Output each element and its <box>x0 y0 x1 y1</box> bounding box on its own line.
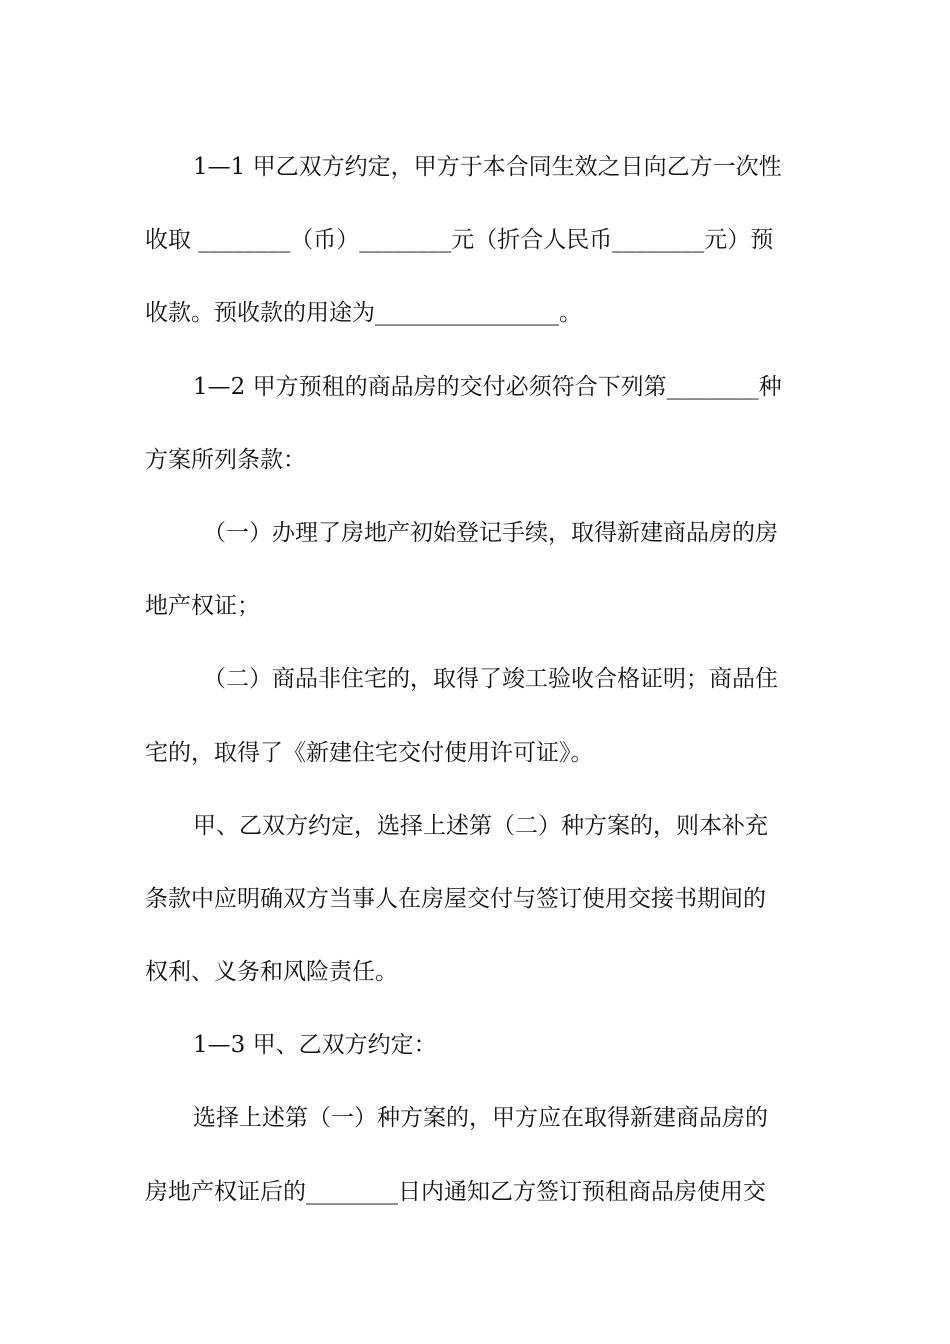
option-1-line-2: 地产权证； <box>145 593 260 620</box>
option-2-line-2: 宅的，取得了《新建住宅交付使用许可证》。 <box>145 739 594 766</box>
clause-1-2-line-1: 1—2 甲方预租的商品房的交付必须符合下列第________种 <box>193 373 782 400</box>
agreement-paragraph-line-1: 甲、乙双方约定，选择上述第（二）种方案的，则本补充 <box>193 812 768 839</box>
clause-1-2-line-2: 方案所列条款： <box>145 446 306 473</box>
option-1-line-1: （一）办理了房地产初始登记手续，取得新建商品房的房 <box>203 519 778 546</box>
clause-1-3-paragraph-line-2: 房地产权证后的________日内通知乙方签订预租商品房使用交 <box>145 1178 766 1205</box>
clause-1-1-line-2: 收取 ________（币）________元（折合人民币________元）预 <box>145 227 774 254</box>
clause-1-3-paragraph-line-1: 选择上述第（一）种方案的，甲方应在取得新建商品房的 <box>193 1105 768 1132</box>
clause-1-1-line-1: 1—1 甲乙双方约定，甲方于本合同生效之日向乙方一次性 <box>193 154 782 180</box>
clause-1-1-line-3: 收款。预收款的用途为________________。 <box>145 300 582 327</box>
agreement-paragraph-line-2: 条款中应明确双方当事人在房屋交付与签订使用交接书期间的 <box>145 885 766 912</box>
document-body <box>145 131 810 1229</box>
option-2-line-1: （二）商品非住宅的，取得了竣工验收合格证明；商品住 <box>203 666 778 693</box>
clause-1-3-line-1: 1—3 甲、乙双方约定： <box>193 1032 437 1059</box>
agreement-paragraph-line-3: 权利、义务和风险责任。 <box>145 959 398 986</box>
